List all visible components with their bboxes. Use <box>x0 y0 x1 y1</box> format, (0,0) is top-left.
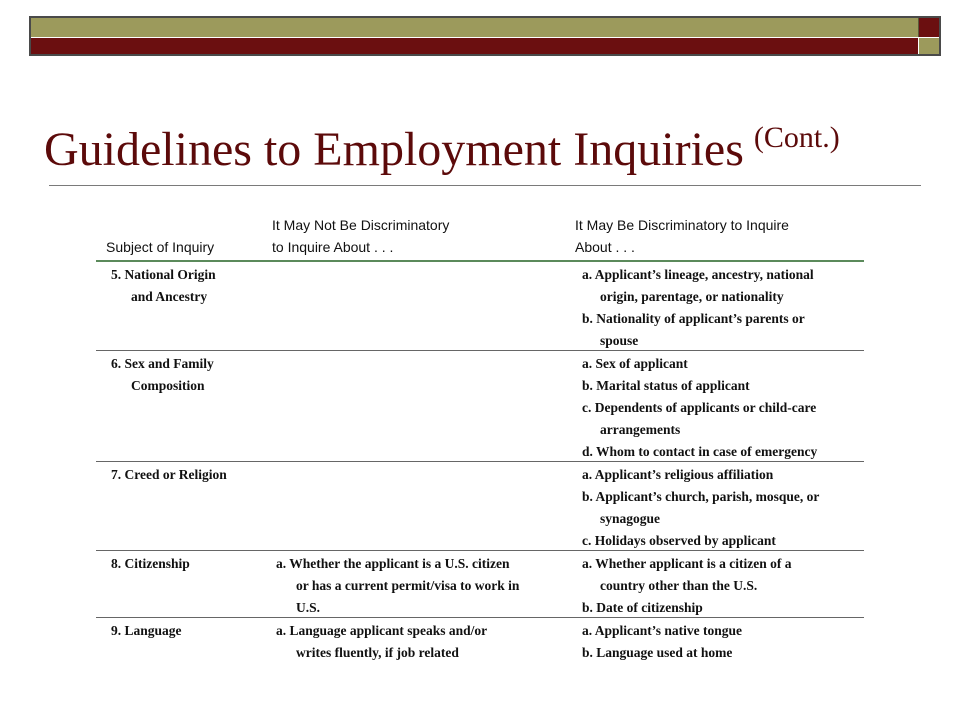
list-item: or has a current permit/visa to work in <box>296 578 520 593</box>
may-not-be-discriminatory-cell <box>276 553 566 619</box>
header-discriminatory-line-2: About . . . <box>575 239 635 255</box>
may-not-be-discriminatory-cell <box>276 620 566 664</box>
slide-title-suffix: (Cont.) <box>753 121 840 154</box>
list-item: country other than the U.S. <box>600 578 758 593</box>
list-item: b. Language used at home <box>582 645 733 660</box>
corner-olive-block <box>919 38 939 54</box>
subject-line: Composition <box>131 378 205 393</box>
may-be-discriminatory-cell <box>582 620 862 664</box>
subject-cell <box>111 264 261 308</box>
list-item: d. Whom to contact in case of emergency <box>582 444 818 459</box>
table-header <box>96 206 864 262</box>
subject-line: 5. National Origin <box>111 267 216 282</box>
slide-title <box>44 108 840 180</box>
list-item: arrangements <box>600 422 681 437</box>
may-be-discriminatory-cell <box>582 264 862 352</box>
subject-line: 7. Creed or Religion <box>111 467 227 482</box>
list-item: origin, parentage, or nationality <box>600 289 784 304</box>
list-item: a. Language applicant speaks and/or <box>276 623 488 638</box>
header-subject: Subject of Inquiry <box>106 239 215 255</box>
list-item: U.S. <box>296 600 321 615</box>
inquiry-table <box>96 206 864 664</box>
table-row-creed-religion <box>96 462 864 551</box>
header-not-discriminatory <box>272 214 532 258</box>
list-item: b. Applicant’s church, parish, mosque, or <box>582 489 820 504</box>
list-item: b. Date of citizenship <box>582 600 703 615</box>
list-item: b. Marital status of applicant <box>582 378 750 393</box>
table-row-citizenship <box>96 551 864 618</box>
list-item: writes fluently, if job related <box>296 645 459 660</box>
may-be-discriminatory-cell <box>582 464 862 552</box>
header-not-discriminatory-line-1: It May Not Be Discriminatory <box>272 217 450 233</box>
subject-cell <box>111 620 261 642</box>
header-not-discriminatory-line-2: to Inquire About . . . <box>272 239 394 255</box>
list-item: a. Applicant’s lineage, ancestry, national <box>582 267 814 282</box>
subject-line: 6. Sex and Family <box>111 356 214 371</box>
subject-cell <box>111 464 261 486</box>
list-item: a. Whether the applicant is a U.S. citizen <box>276 556 510 571</box>
list-item: a. Applicant’s religious affiliation <box>582 467 774 482</box>
subject-line: 9. Language <box>111 623 182 638</box>
list-item: c. Dependents of applicants or child-care <box>582 400 817 415</box>
list-item: spouse <box>600 333 639 348</box>
header-discriminatory-line-1: It May Be Discriminatory to Inquire <box>575 217 789 233</box>
list-item: a. Sex of applicant <box>582 356 688 371</box>
list-item: a. Applicant’s native tongue <box>582 623 743 638</box>
subject-line: and Ancestry <box>131 289 208 304</box>
slide-title-text: Guidelines to Employment Inquiries <box>44 123 744 176</box>
subject-line: 8. Citizenship <box>111 556 190 571</box>
may-be-discriminatory-cell <box>582 553 862 619</box>
subject-cell <box>111 353 261 397</box>
header-discriminatory <box>575 214 855 258</box>
table-row-language <box>96 618 864 664</box>
table-row-sex-family <box>96 351 864 462</box>
table-row-national-origin <box>96 262 864 351</box>
may-be-discriminatory-cell <box>582 353 862 463</box>
list-item: synagogue <box>600 511 661 526</box>
list-item: c. Holidays observed by applicant <box>582 533 776 548</box>
list-item: a. Whether applicant is a citizen of a <box>582 556 792 571</box>
top-bar-red-stripe <box>31 38 918 54</box>
subject-cell <box>111 553 261 575</box>
list-item: b. Nationality of applicant’s parents or <box>582 311 805 326</box>
corner-red-block <box>919 18 939 37</box>
top-bar-olive-stripe <box>31 18 919 37</box>
title-divider <box>49 185 921 186</box>
